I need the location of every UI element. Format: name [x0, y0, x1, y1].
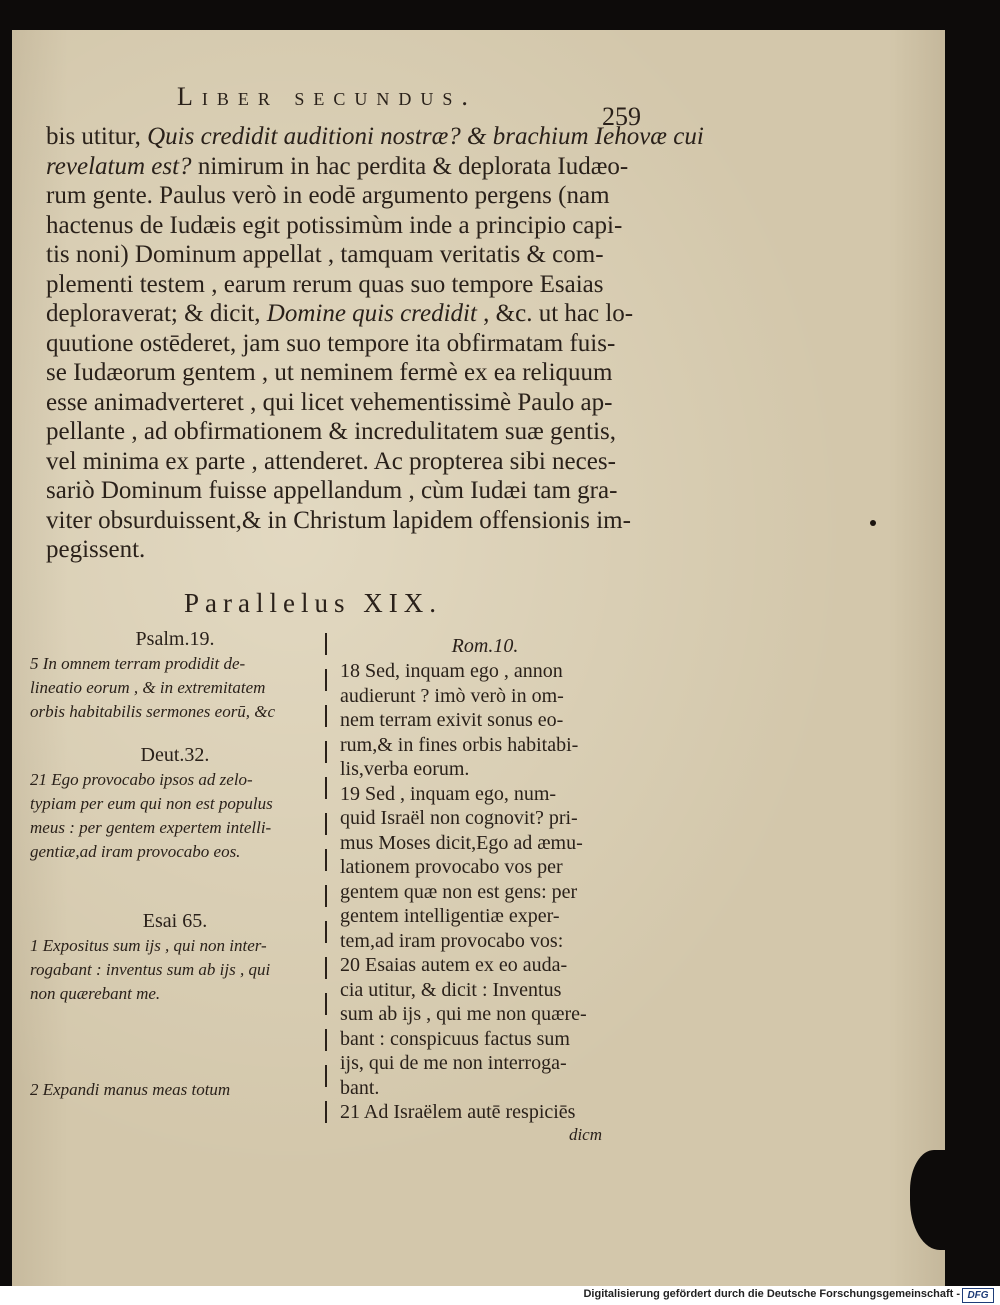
book-page [12, 30, 945, 1286]
page-damage [910, 1150, 970, 1250]
text-line [46, 417, 642, 447]
parallel-column-old-testament [30, 626, 320, 1102]
verse-line: 19 Sed , inquam ego, num- [340, 782, 557, 805]
ink-spot [870, 520, 876, 526]
text-segment: bis utitur, [46, 123, 148, 150]
verse-line: cia utitur, & dicit : Inventus [340, 978, 562, 1001]
text-line [46, 152, 642, 182]
text-line [46, 329, 642, 359]
text-line [46, 447, 642, 477]
text-line [46, 535, 642, 565]
verse-line: bant : conspicuus factus sum [340, 1027, 570, 1050]
text-segment: deploraverat; & dicit, [46, 300, 267, 327]
verse-line: gentem quæ non est gens: per [340, 880, 578, 903]
page-number: 259 [602, 102, 641, 131]
verse-line: sum ab ijs , qui me non quære- [340, 1003, 587, 1025]
spacer [30, 864, 320, 908]
text-line [46, 270, 642, 300]
verse-line: lineatio eorum , & in extremitatem [30, 678, 266, 697]
text-segment: viter obsurduissent,& in Christum lapidem offensionis im- [46, 506, 631, 534]
italic-quote: Quis credidit auditioni nostræ? & brachium Iehovæ cui [147, 123, 704, 150]
verse-line: 1 Expositus sum ijs , qui non inter- [30, 936, 267, 955]
verse-line: tem,ad iram provocabo vos: [340, 929, 564, 952]
spacer [30, 724, 320, 742]
verse-line: lationem provocabo vos per [340, 856, 563, 878]
body-text [46, 122, 704, 565]
text-line [46, 476, 642, 506]
verse-line: rogabant : inventus sum ab ijs , qui [30, 960, 271, 979]
spacer [30, 1006, 320, 1078]
running-head: Liber secundus. [177, 82, 477, 111]
verse-line: nem terram exivit sonus eo- [340, 709, 564, 731]
text-segment: , &c. ut hac lo- [476, 300, 634, 327]
verse-line: mus Moses dicit,Ego ad æmu- [340, 831, 583, 854]
text-segment: nimirum in hac perdita & deplorata Iudæo- [191, 152, 629, 180]
text-segment: sariò Dominum fuisse appellandum , cùm Iudæi tam gra- [46, 477, 618, 504]
text-line [46, 181, 642, 211]
verse-line: gentiæ,ad iram provocabo eos. [30, 842, 241, 861]
text-segment: esse animadverteret , qui licet vehementissimè Paulo ap- [46, 388, 613, 416]
verse-line: 20 Esaias autem ex eo auda- [340, 954, 568, 976]
verse-line: 21 Ad Israëlem autē respiciēs [340, 1101, 576, 1123]
italic-quote: Domine quis credidit [266, 300, 477, 327]
text-line [46, 240, 642, 270]
verse-line: 21 Ego provocabo ipsos ad zelo- [30, 770, 253, 789]
verse-line: gentem intelligentiæ exper- [340, 905, 560, 927]
text-segment: hactenus de Iudæis egit potissimùm inde a principio capi- [46, 211, 623, 239]
column-divider [325, 633, 327, 1128]
text-segment: pegissent. [46, 536, 146, 563]
section-heading: Parallelus XIX. [184, 588, 442, 618]
footer-bar [0, 1286, 1000, 1305]
scripture-reference: Rom.10. [451, 635, 519, 657]
verse-line: typiam per eum qui non est populus [30, 794, 273, 813]
verse-line: ijs, qui de me non interroga- [340, 1052, 567, 1074]
text-line [46, 358, 642, 388]
verse-line: meus : per gentem expertem intelli- [30, 818, 272, 837]
text-segment: rum gente. Paulus verò in eodē argumento pergens (nam [46, 182, 610, 209]
verse-line: non quærebant me. [30, 984, 161, 1003]
scripture-reference: Psalm.19. [135, 628, 215, 650]
verse-line: audierunt ? imò verò in om- [340, 684, 564, 707]
parallel-column-romans [340, 633, 630, 1145]
catchword: dicm [568, 1124, 602, 1144]
text-line [46, 299, 642, 329]
verse-line: rum,& in fines orbis habitabi- [340, 733, 579, 756]
text-line [46, 506, 642, 536]
text-line [46, 211, 642, 241]
funding-notice: Digitalisierung gefördert durch die Deutsche Forschungsgemeinschaft - [583, 1288, 960, 1300]
verse-line: bant. [340, 1076, 380, 1099]
text-segment: quutione ostēderet, jam suo tempore ita obfirmatam fuis- [46, 329, 616, 357]
text-segment: tis noni) Dominum appellat , tamquam veritatis & com- [46, 241, 604, 268]
verse-line: orbis habitabilis sermones eorū, &c [30, 702, 276, 721]
italic-quote: revelatum est? [46, 152, 192, 180]
verse-line: 2 Expandi manus meas totum [30, 1080, 231, 1099]
text-segment: plementi testem , earum rerum quas suo tempore Esaias [46, 270, 604, 298]
text-segment: se Iudæorum gentem , ut neminem fermè ex ea reliquum [46, 359, 613, 386]
verse-line: quid Israël non cognovit? pri- [340, 807, 578, 829]
text-segment: pellante , ad obfirmationem & incredulitatem suæ gentis, [46, 418, 616, 445]
scripture-reference: Deut.32. [140, 744, 210, 766]
verse-line: 18 Sed, inquam ego , annon [340, 660, 563, 682]
scripture-reference: Esai 65. [142, 910, 208, 932]
dfg-logo-icon: DFG [962, 1288, 994, 1303]
text-line [46, 388, 642, 418]
text-line [46, 122, 704, 152]
verse-line: lis,verba eorum. [340, 758, 470, 780]
verse-line: 5 In omnem terram prodidit de- [30, 654, 246, 673]
text-segment: vel minima ex parte , attenderet. Ac propterea sibi neces- [46, 447, 616, 475]
